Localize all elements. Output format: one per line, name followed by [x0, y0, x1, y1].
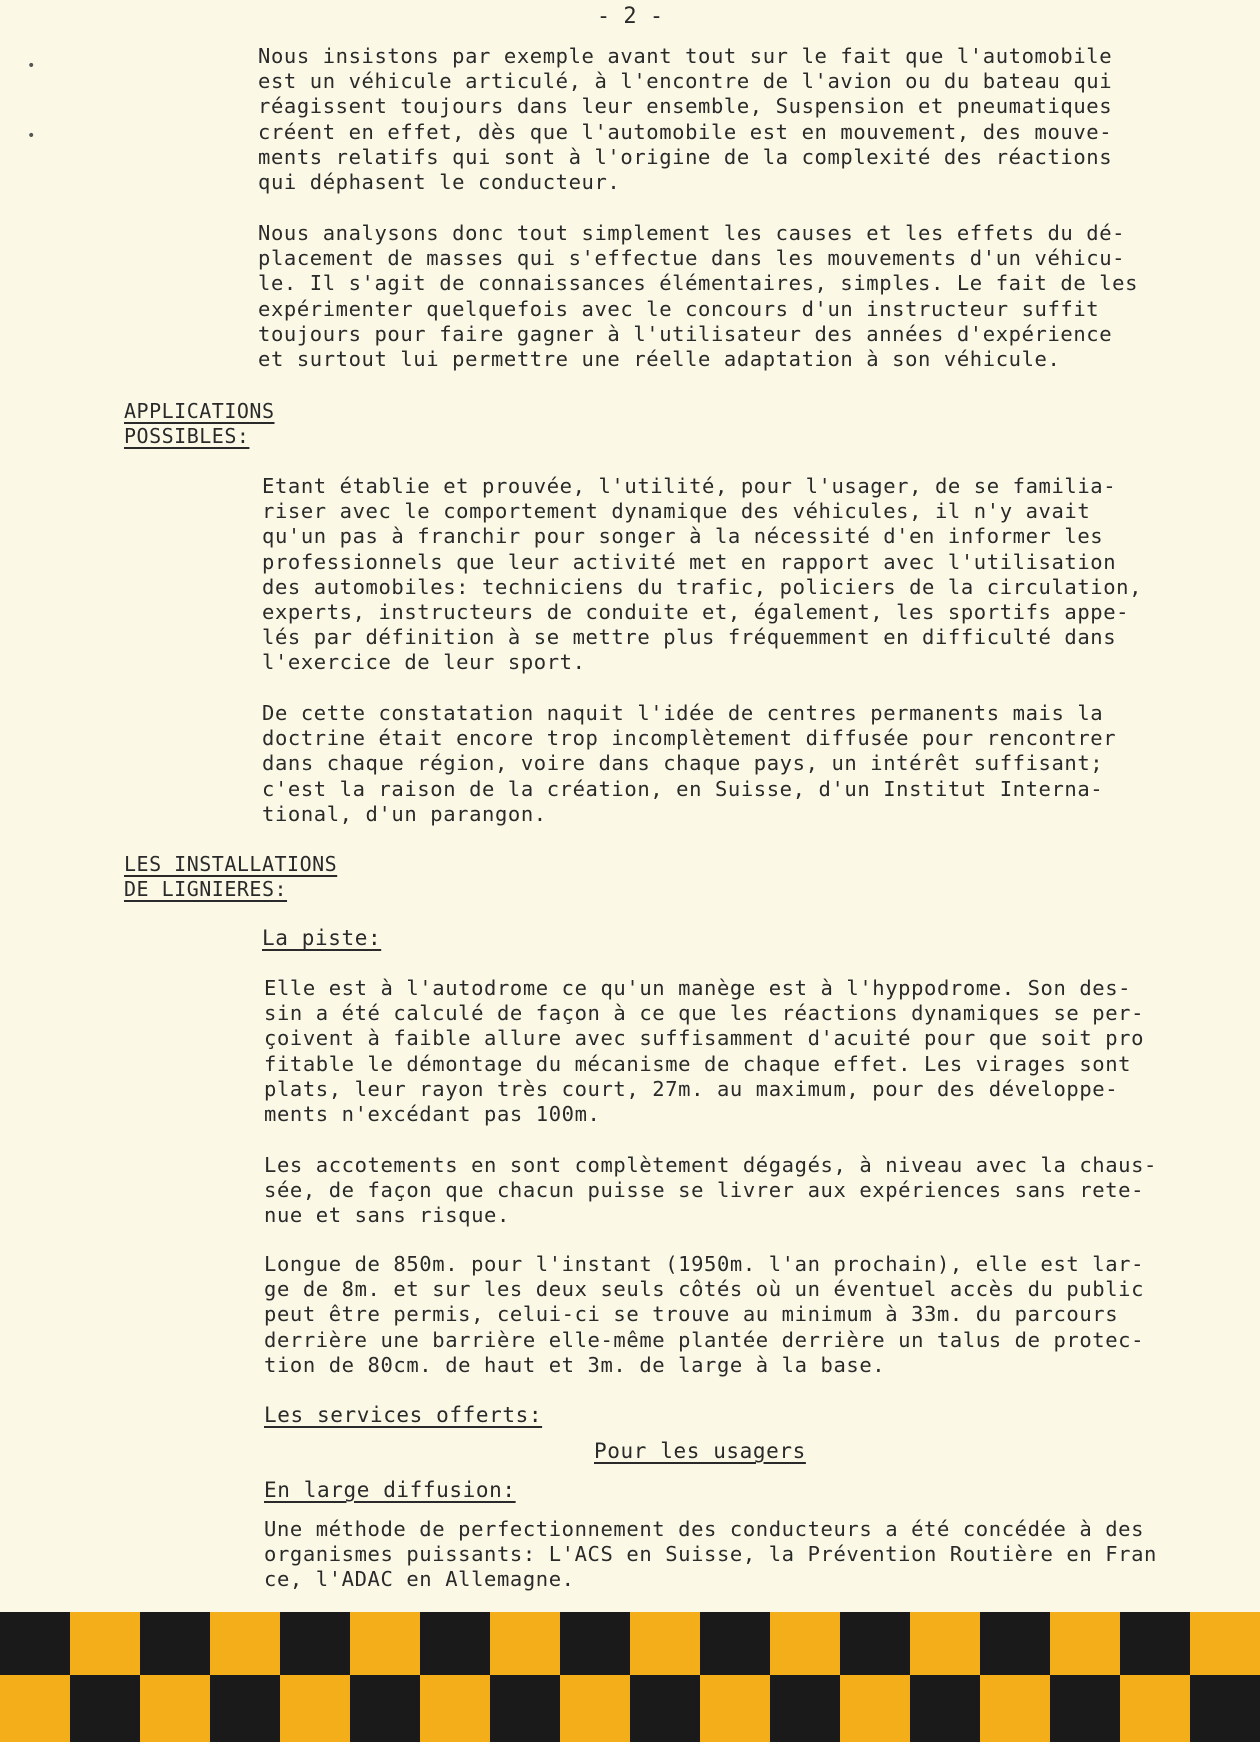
- checker-square: [980, 1612, 1050, 1675]
- checker-square: [700, 1612, 770, 1675]
- checker-square: [560, 1675, 630, 1742]
- checker-square: [350, 1612, 420, 1675]
- checker-square: [1190, 1675, 1260, 1742]
- checker-square: [420, 1612, 490, 1675]
- margin-mark: •: [27, 128, 36, 144]
- checker-square: [490, 1675, 560, 1742]
- checker-square: [140, 1675, 210, 1742]
- checker-square: [210, 1675, 280, 1742]
- checker-square: [1190, 1612, 1260, 1675]
- checkered-banner: [0, 1612, 1260, 1742]
- checker-square: [140, 1612, 210, 1675]
- checker-square: [70, 1675, 140, 1742]
- page-number: - 2 -: [596, 4, 664, 29]
- checker-square: [630, 1675, 700, 1742]
- heading-applications-possibles: APPLICATIONS POSSIBLES:: [124, 399, 275, 448]
- checker-square: [770, 1612, 840, 1675]
- checker-square: [420, 1675, 490, 1742]
- checker-square: [1120, 1612, 1190, 1675]
- checker-square: [1120, 1675, 1190, 1742]
- checker-square: [910, 1612, 980, 1675]
- checker-square: [0, 1612, 70, 1675]
- checker-square: [630, 1612, 700, 1675]
- heading-services-offerts: Les services offerts:: [264, 1403, 543, 1427]
- checker-square: [0, 1675, 70, 1742]
- checker-square: [700, 1675, 770, 1742]
- checker-square: [560, 1612, 630, 1675]
- checker-square: [840, 1612, 910, 1675]
- paragraph-vehicule-articule: Nous insistons par exemple avant tout sur le fait que l'automobile est un véhicule articulé, à l'encontre de l'avion ou du bateau qui réagissent toujours dans leur ensemble, Suspension et pneumatiques créent en effet, dès que l'automobile est en mouvement, des mouve- ments relatifs qui sont à l'origine de la complexité des réactions qui déphasent le conducteur.: [258, 44, 1113, 195]
- checker-square: [280, 1675, 350, 1742]
- checker-square: [490, 1612, 560, 1675]
- heading-en-large-diffusion: En large diffusion:: [264, 1478, 516, 1502]
- heading-installations-lignieres: LES INSTALLATIONS DE LIGNIERES:: [124, 852, 338, 901]
- checker-square: [910, 1675, 980, 1742]
- checker-square: [840, 1675, 910, 1742]
- checker-square: [1050, 1612, 1120, 1675]
- paragraph-autodrome: Elle est à l'autodrome ce qu'un manège est à l'hyppodrome. Son des- sin a été calculé de façon à ce que les réactions dynamiques se per- çoivent à faible allure avec suffisamment d'acuité pour que soit pro fitable le démontage du mécanisme de chaque effet. Les virages sont plats, leur rayon très court, 27m. au maximum, pour des développe- ments n'excédant pas 100m.: [264, 976, 1145, 1127]
- checker-square: [350, 1675, 420, 1742]
- checker-square: [280, 1612, 350, 1675]
- paragraph-accotements: Les accotements en sont complètement dégagés, à niveau avec la chaus- sée, de façon que chacun puisse se livrer aux expériences sans rete- nue et sans risque.: [264, 1153, 1158, 1228]
- heading-pour-les-usagers: Pour les usagers: [594, 1439, 806, 1463]
- checker-square: [980, 1675, 1050, 1742]
- paragraph-longueur-piste: Longue de 850m. pour l'instant (1950m. l'an prochain), elle est lar- ge de 8m. et sur les deux seuls côtés où un éventuel accès du public peut être permis, celui-ci se trouve au minimum à 33m. du parcours derrière une barrière elle-même plantée derrière un talus de protec- tion de 80cm. de haut et 3m. de large à la base.: [264, 1252, 1145, 1377]
- paragraph-utilite-usager: Etant établie et prouvée, l'utilité, pour l'usager, de se familia- riser avec le comportement dynamique des véhicules, il n'y avait qu'un pas à franchir pour songer à la nécessité d'en informer les professionnels que leur activité met en rapport avec l'utilisation des automobiles: techniciens du trafic, policiers de la circulation, experts, instructeurs de conduite et, également, les sportifs appe- lés par définition à se mettre plus fréquemment en difficulté dans l'exercice de leur sport.: [262, 474, 1143, 675]
- checker-square: [210, 1612, 280, 1675]
- checker-square: [1050, 1675, 1120, 1742]
- heading-la-piste: La piste:: [262, 926, 382, 950]
- paragraph-deplacement-masses: Nous analysons donc tout simplement les causes et les effets du dé- placement de masses qui s'effectue dans les mouvements d'un véhicu- le. Il s'agit de connaissances élémentaires, simples. Le fait de les expérimenter quelquefois avec le concours d'un instructeur suffit toujours pour faire gagner à l'utilisateur des années d'expérience et surtout lui permettre une réelle adaptation à son véhicule.: [258, 221, 1139, 372]
- checker-square: [70, 1612, 140, 1675]
- margin-mark: •: [27, 58, 36, 74]
- checker-square: [770, 1675, 840, 1742]
- paragraph-centres-permanents: De cette constatation naquit l'idée de centres permanents mais la doctrine était encore trop incomplètement diffusée pour rencontrer dans chaque région, voire dans chaque pays, un intérêt suffisant; c'est la raison de la création, en Suisse, d'un Institut Interna- tional, d'un parangon.: [262, 701, 1117, 826]
- paragraph-methode-perfectionnement: Une méthode de perfectionnement des conducteurs a été concédée à des organismes puissants: L'ACS en Suisse, la Prévention Routière en Fran ce, l'ADAC en Allemagne.: [264, 1517, 1158, 1592]
